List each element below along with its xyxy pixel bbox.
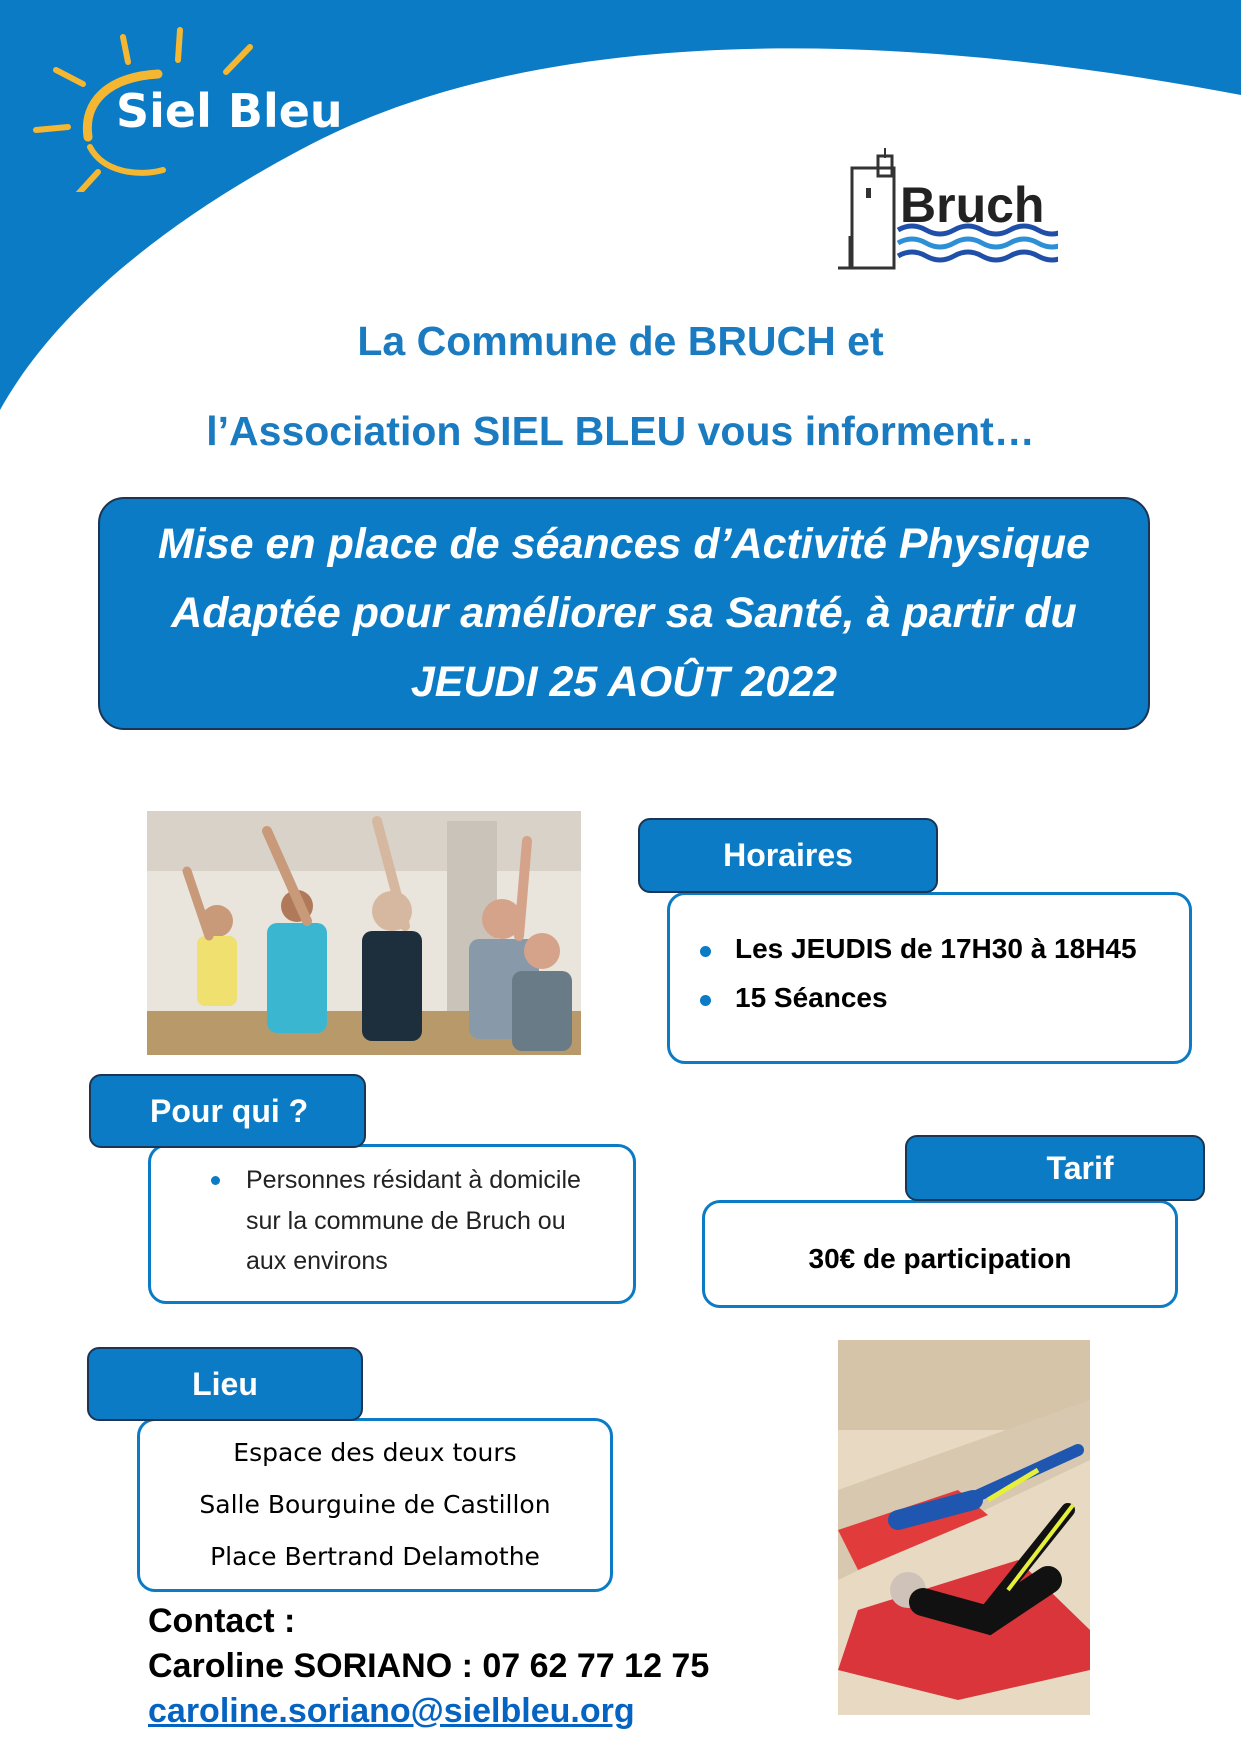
siel-bleu-wordmark: Siel Bleu: [116, 84, 343, 138]
lieu-tab: Lieu: [87, 1347, 363, 1421]
lieu-line-1: Espace des deux tours: [233, 1438, 517, 1467]
bruch-logo: [838, 148, 1058, 273]
pour-qui-line-3: aux environs: [246, 1247, 388, 1275]
bullet-icon: [211, 1176, 220, 1185]
pour-qui-line-1: Personnes résidant à domicile: [246, 1166, 581, 1194]
bullet-icon: [700, 946, 711, 957]
contact-email-link[interactable]: caroline.soriano@sielbleu.org: [148, 1692, 635, 1730]
exercise-class-photo: [147, 811, 581, 1055]
horaires-card: [667, 892, 1192, 1064]
floor-exercise-photo: [838, 1340, 1090, 1715]
tarif-text: 30€ de participation: [808, 1243, 1072, 1274]
tarif-tab: Tarif: [905, 1135, 1205, 1201]
pour-qui-line-2: sur la commune de Bruch ou: [246, 1207, 566, 1235]
bullet-icon: [700, 995, 711, 1006]
banner-line-3: JEUDI 25 AOÛT 2022: [410, 658, 838, 706]
header-line-2: l’Association SIEL BLEU vous informent…: [206, 408, 1035, 454]
horaires-item-1: Les JEUDIS de 17H30 à 18H45: [735, 933, 1137, 964]
announcement-banner: [98, 497, 1150, 730]
bruch-wordmark: Bruch: [900, 177, 1045, 233]
siel-bleu-logo: [28, 22, 348, 192]
contact-person: Caroline SORIANO : 07 62 77 12 75: [148, 1647, 710, 1685]
pour-qui-tab: Pour qui ?: [89, 1074, 366, 1148]
horaires-item-2: 15 Séances: [735, 982, 888, 1013]
header-line-1: La Commune de BRUCH et: [357, 318, 884, 364]
banner-line-2: Adaptée pour améliorer sa Santé, à partir du: [171, 589, 1077, 637]
lieu-line-3: Place Bertrand Delamothe: [210, 1542, 540, 1571]
contact-label: Contact :: [148, 1602, 296, 1640]
banner-line-1: Mise en place de séances d’Activité Physique: [157, 520, 1091, 568]
horaires-tab: Horaires: [638, 818, 938, 893]
lieu-line-2: Salle Bourguine de Castillon: [199, 1490, 551, 1519]
